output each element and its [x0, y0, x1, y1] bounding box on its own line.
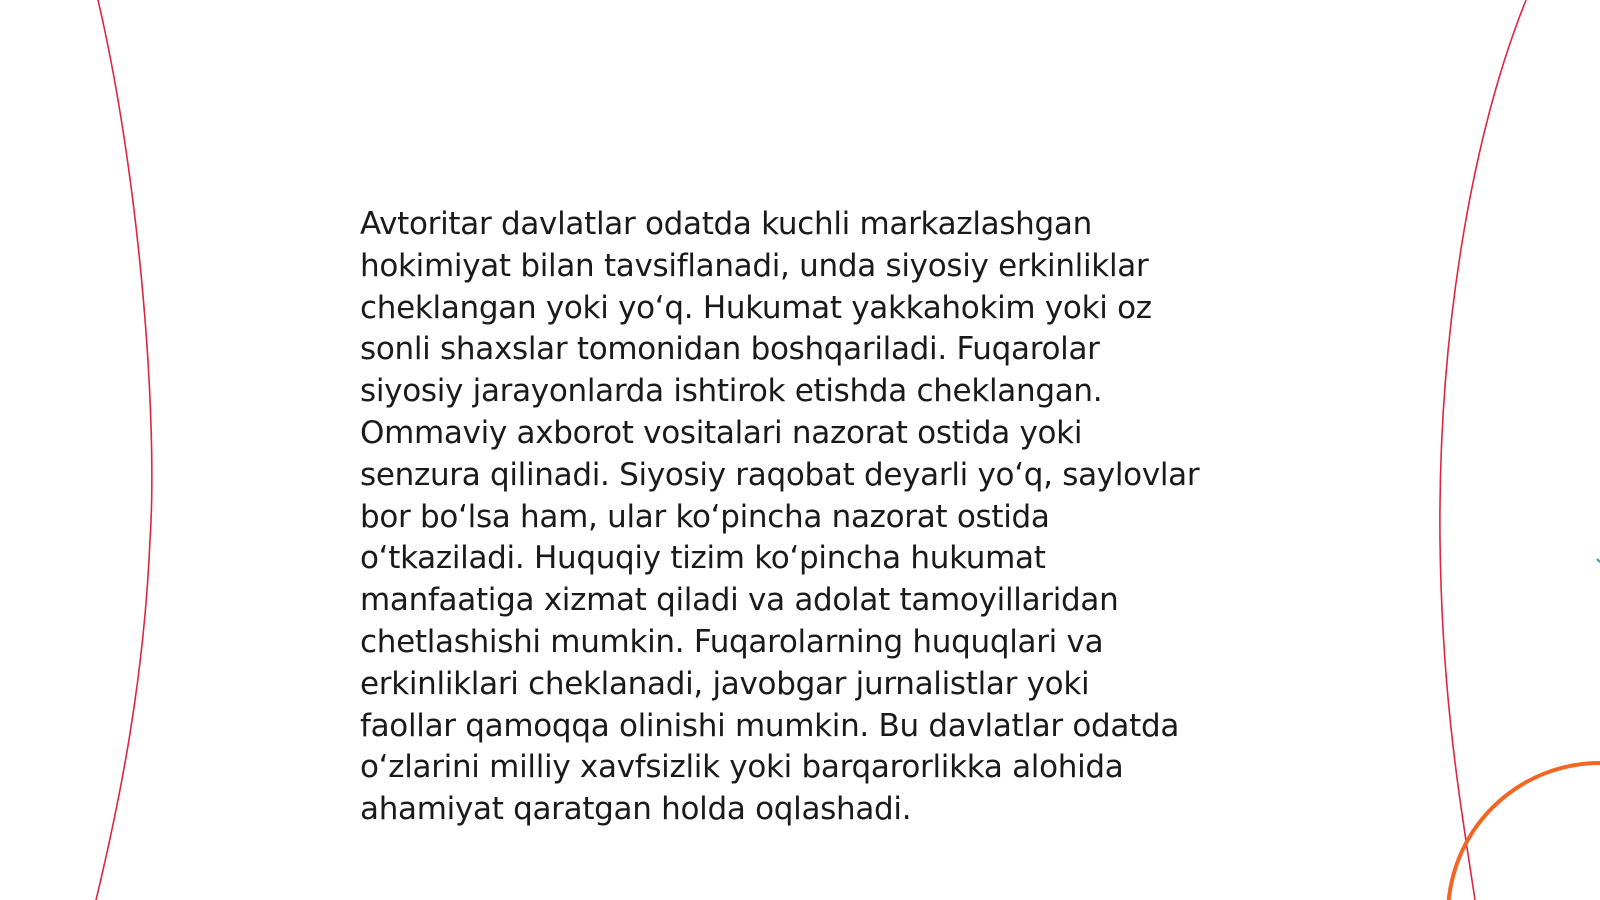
paragraph-line: sonli shaxslar tomonidan boshqariladi. Fuqarolar — [360, 331, 1100, 368]
body-paragraph — [360, 204, 1260, 831]
orange-ring — [1448, 763, 1600, 900]
paragraph-line: bor bo‘lsa ham, ular ko‘pincha nazorat ostida — [360, 498, 1050, 535]
paragraph-line: erkinliklari cheklanadi, javobgar jurnalistlar yoki — [360, 665, 1090, 702]
paragraph-line: siyosiy jarayonlarda ishtirok etishda cheklangan. — [360, 373, 1103, 410]
right-curve-line — [1440, 0, 1526, 900]
paragraph-line: hokimiyat bilan tavsiflanadi, unda siyosiy erkinliklar — [360, 247, 1149, 284]
paragraph-line: manfaatiga xizmat qiladi va adolat tamoyillaridan — [360, 582, 1119, 619]
paragraph-line: chetlashishi mumkin. Fuqarolarning huquqlari va — [360, 623, 1104, 660]
paragraph-line: Avtoritar davlatlar odatda kuchli markazlashgan — [360, 206, 1092, 242]
left-curve-line — [96, 0, 152, 900]
paragraph-line: o‘zlarini milliy xavfsizlik yoki barqarorlikka alohida — [360, 749, 1124, 786]
paragraph-line: Ommaviy axborot vositalari nazorat ostida yoki — [360, 414, 1083, 451]
paragraph-line: faollar qamoqqa olinishi mumkin. Bu davlatlar odatda — [360, 707, 1180, 744]
paragraph-line: senzura qilinadi. Siyosiy raqobat deyarli yo‘q, saylovlar — [360, 456, 1200, 493]
paragraph-line: o‘tkaziladi. Huquqiy tizim ko‘pincha hukumat — [360, 540, 1046, 577]
paragraph-line: cheklangan yoki yo‘q. Hukumat yakkahokim yoki oz — [360, 289, 1152, 326]
paragraph-line: ahamiyat qaratgan holda oqlashadi. — [360, 791, 912, 828]
